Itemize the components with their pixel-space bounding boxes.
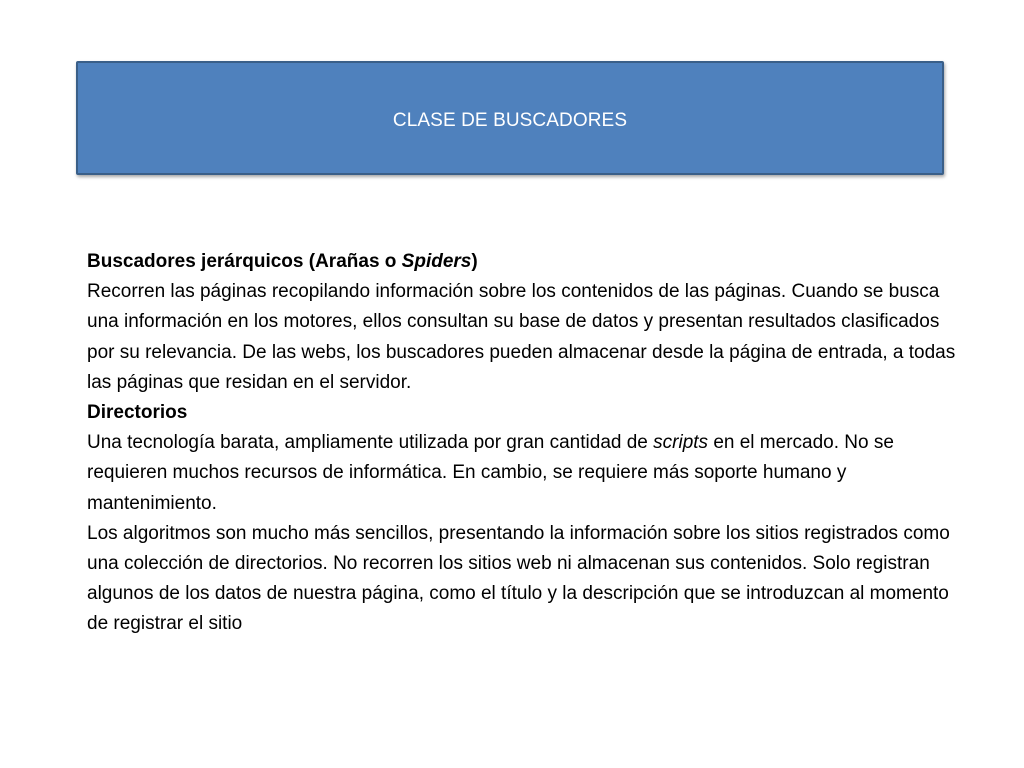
slide-title: CLASE DE BUSCADORES	[392, 110, 628, 131]
title-box	[76, 61, 944, 175]
paragraph-directorios-1-prefix: Una tecnología barata, ampliamente utilizada por gran cantidad de	[87, 432, 654, 454]
paragraph-spiders: Recorren las páginas recopilando información sobre los contenidos de las páginas. Cuando se busca una información en los motores, ellos consultan su base de datos y presentan resultados clasificados por su relevancia. De las webs, los buscadores pueden almacenar desde la página de entrada, a todas las páginas que residan en el servidor.	[87, 281, 956, 393]
paragraph-directorios-2: Los algoritmos son mucho más sencillos, presentando la información sobre los sitios registrados como una colección de directorios. No recorren los sitios web ni almacenan sus contenidos. Solo registran algunos de los datos de nuestra página, como el título y la descripción que se introduzcan al momento de registrar el sitio	[87, 522, 950, 635]
paragraph-directorios-1	[87, 428, 957, 519]
paragraph-directorios-1-suffix: en el mercado. No se requieren muchos recursos de informática. En cambio, se requiere más soporte humano y mantenimiento.	[87, 432, 894, 514]
section-heading-directorios: Directorios	[87, 402, 188, 424]
heading-spiders-suffix: )	[471, 251, 478, 272]
heading-spiders-italic: Spiders	[401, 251, 472, 272]
paragraph-directorios-1-italic: scripts	[653, 432, 709, 454]
body-text	[87, 247, 957, 640]
heading-spiders-prefix: Buscadores jerárquicos (Arañas o	[87, 251, 402, 272]
section-heading-spiders	[87, 247, 957, 277]
